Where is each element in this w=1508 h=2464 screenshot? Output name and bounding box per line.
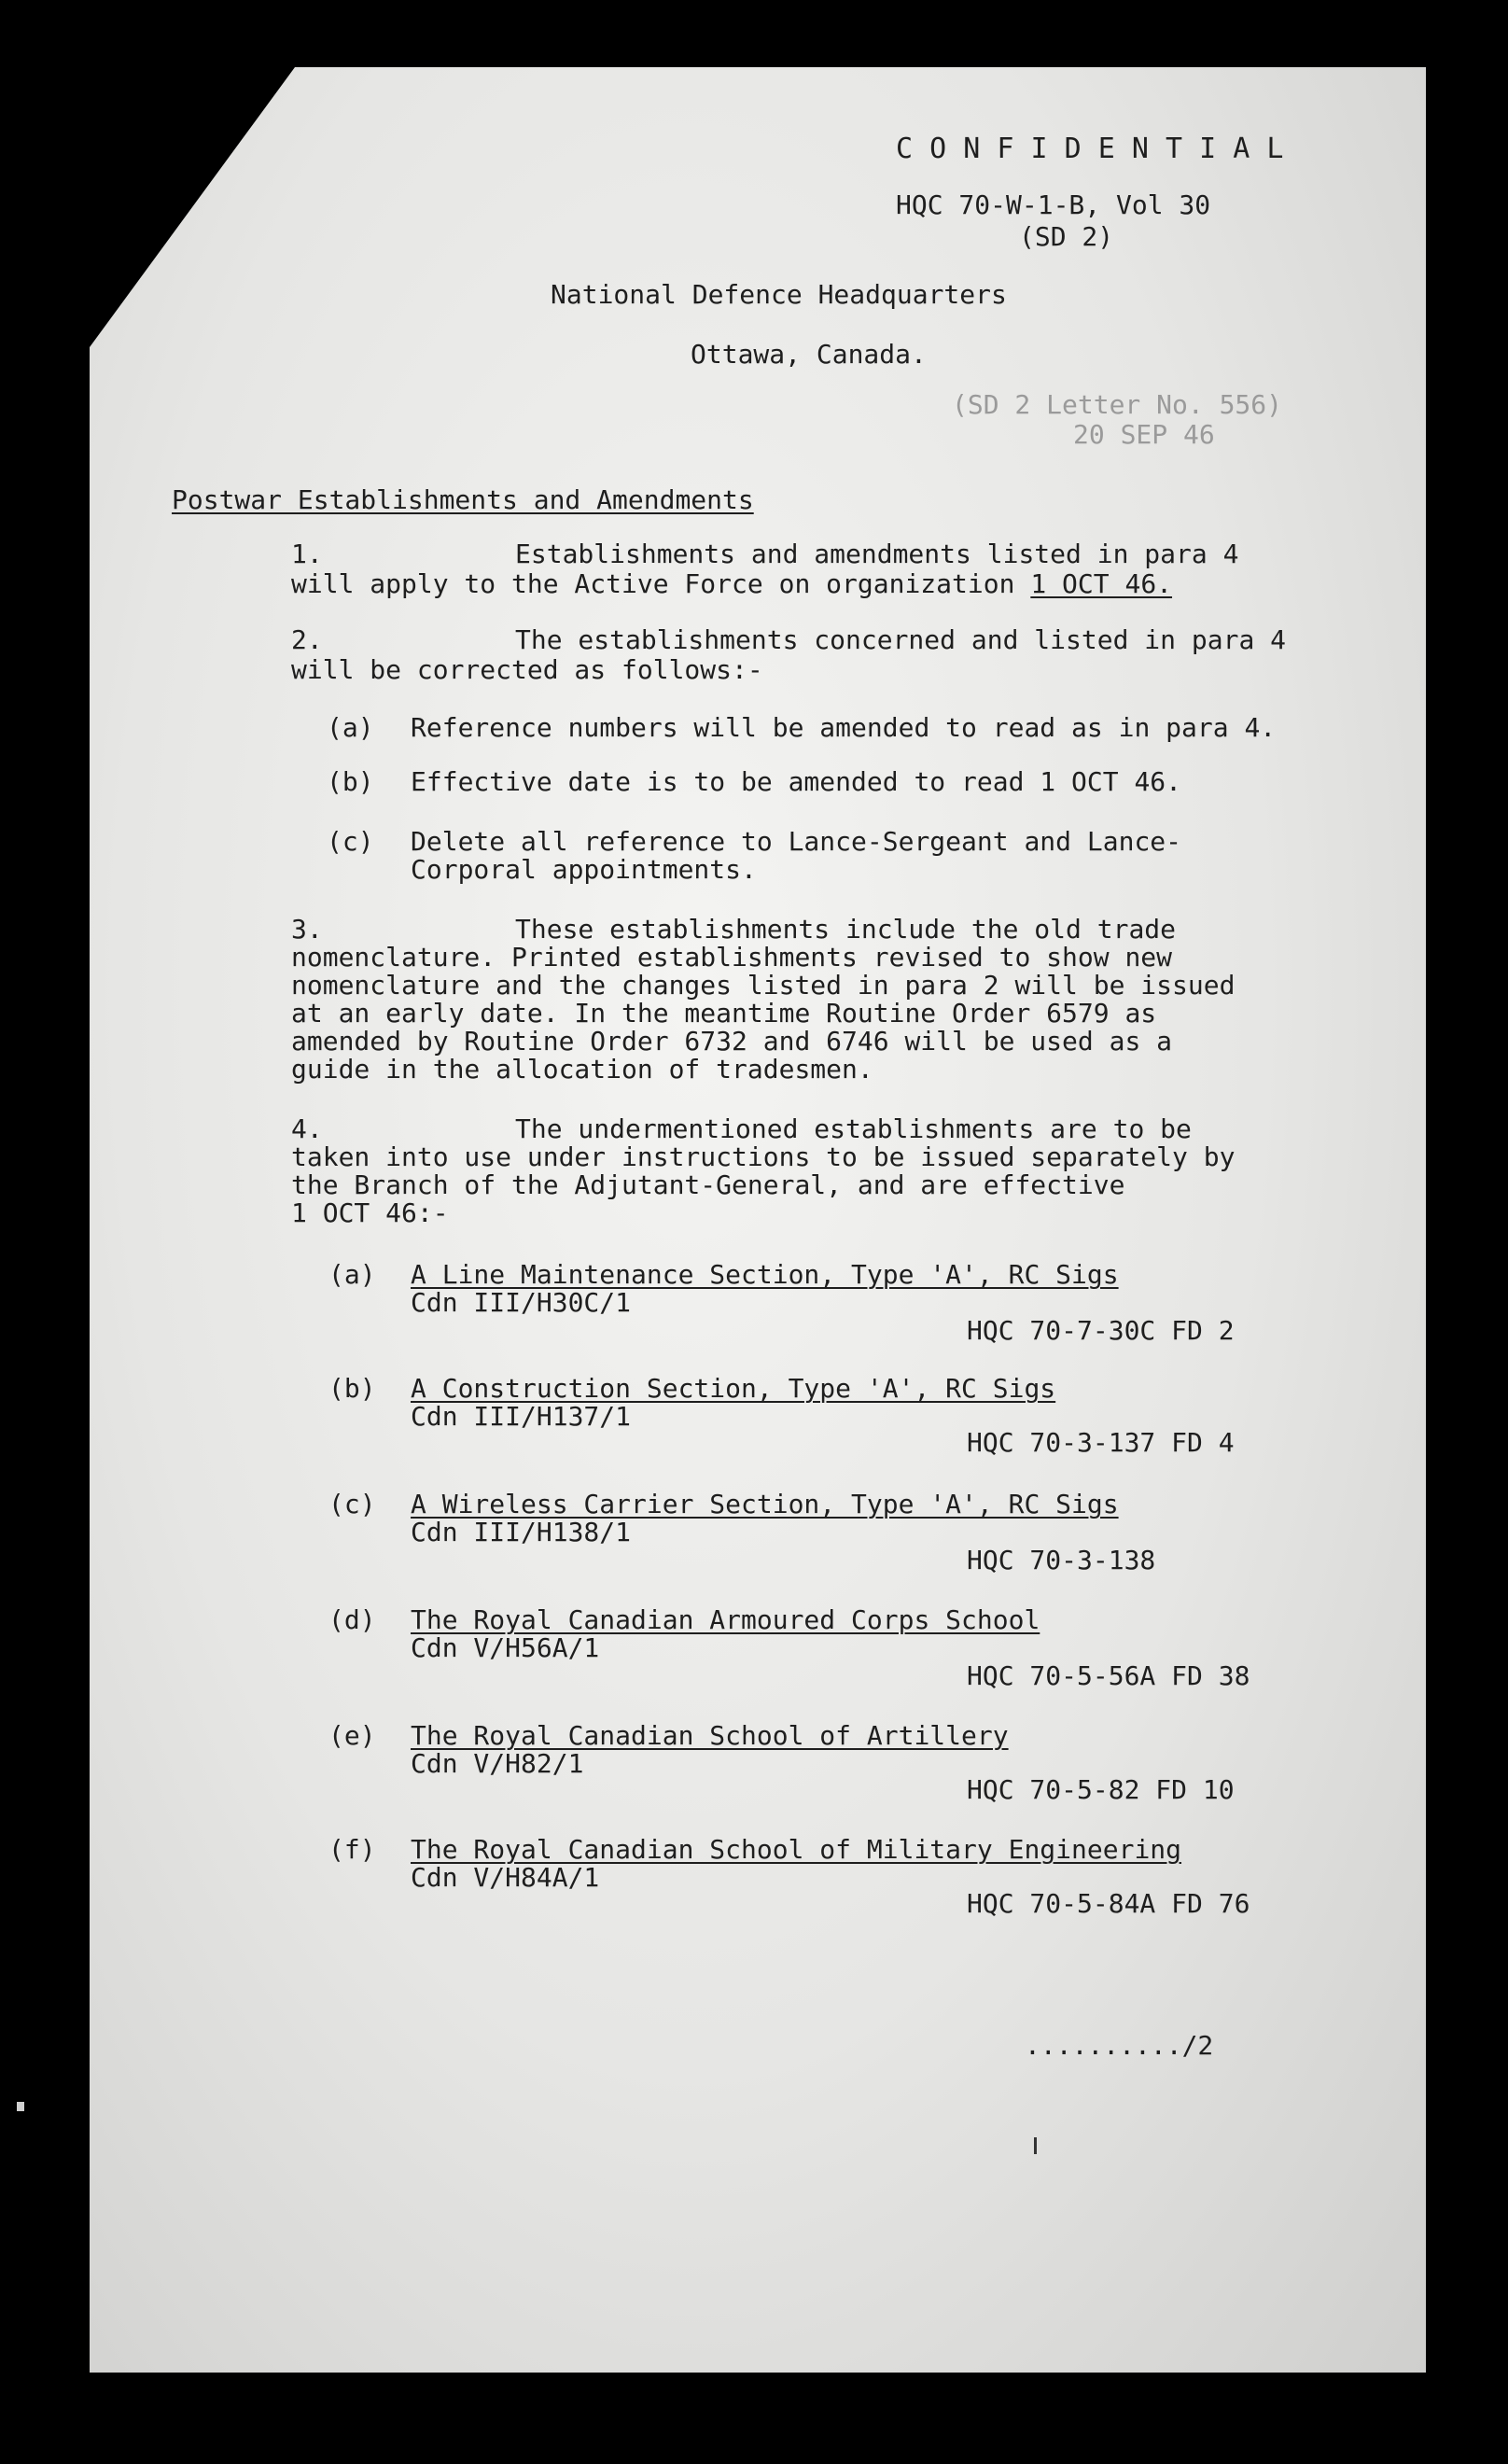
para2-item-text: Effective date is to be amended to read 1 OCT 46. xyxy=(411,766,1182,797)
scan-speck xyxy=(17,2102,24,2111)
file-reference: HQC 70-W-1-B, Vol 30 xyxy=(896,189,1211,220)
establishment-label: (c) xyxy=(328,1489,376,1519)
para2-item-text: Corporal appointments. xyxy=(411,854,757,885)
establishment-hqc: HQC 70-5-82 FD 10 xyxy=(967,1774,1235,1805)
establishment-hqc: HQC 70-7-30C FD 2 xyxy=(967,1315,1235,1346)
establishment-cdn: Cdn III/H138/1 xyxy=(411,1517,632,1547)
establishment-cdn: Cdn V/H84A/1 xyxy=(411,1862,600,1893)
establishment-label: (a) xyxy=(328,1259,376,1290)
subject-heading: Postwar Establishments and Amendments xyxy=(172,484,754,515)
establishment-title: The Royal Canadian School of Artillery xyxy=(411,1720,1009,1751)
establishment-label: (e) xyxy=(328,1720,376,1751)
para4-line: the Branch of the Adjutant-General, and are effective xyxy=(291,1169,1125,1200)
effective-date: 1 OCT 46. xyxy=(1030,568,1173,599)
para1-line: Establishments and amendments listed in para 4 xyxy=(515,539,1239,569)
para3-line: nomenclature and the changes listed in para 2 will be issued xyxy=(291,970,1236,1001)
para4-number: 4. xyxy=(291,1113,323,1144)
establishment-hqc: HQC 70-3-137 FD 4 xyxy=(967,1427,1235,1458)
establishment-label: (d) xyxy=(328,1604,376,1635)
continuation-marker: ........../2 xyxy=(1025,2030,1214,2061)
para2-line: will be corrected as follows:- xyxy=(291,654,763,685)
para3-number: 3. xyxy=(291,914,323,945)
hq-name: National Defence Headquarters xyxy=(551,279,1007,310)
para3-line: guide in the allocation of tradesmen. xyxy=(291,1054,873,1085)
hq-city: Ottawa, Canada. xyxy=(691,339,927,370)
scan-speck xyxy=(1034,2137,1037,2154)
para3-line: nomenclature. Printed establishments revised to show new xyxy=(291,942,1173,973)
para3-line: These establishments include the old trade xyxy=(515,914,1177,945)
establishment-cdn: Cdn V/H82/1 xyxy=(411,1748,584,1779)
establishment-hqc: HQC 70-5-56A FD 38 xyxy=(967,1660,1250,1691)
para2-item-label: (b) xyxy=(327,766,374,797)
establishment-title: The Royal Canadian School of Military Engineering xyxy=(411,1834,1182,1865)
para1-number: 1. xyxy=(291,539,323,569)
para2-item-text: Reference numbers will be amended to read as in para 4. xyxy=(411,712,1277,743)
para2-item-text: Delete all reference to Lance-Sergeant and Lance- xyxy=(411,826,1182,857)
establishment-hqc: HQC 70-3-138 xyxy=(967,1545,1156,1575)
para4-line: The undermentioned establishments are to be xyxy=(515,1113,1192,1144)
establishment-title: A Line Maintenance Section, Type 'A', RC Sigs xyxy=(411,1259,1119,1290)
para3-line: amended by Routine Order 6732 and 6746 will be used as a xyxy=(291,1026,1173,1057)
letter-date: 20 SEP 46 xyxy=(1073,419,1215,450)
para2-item-label: (a) xyxy=(327,712,374,743)
establishment-cdn: Cdn III/H137/1 xyxy=(411,1401,632,1432)
establishment-cdn: Cdn III/H30C/1 xyxy=(411,1287,632,1318)
para2-item-label: (c) xyxy=(327,826,374,857)
file-reference-branch: (SD 2) xyxy=(1019,221,1114,252)
para3-line: at an early date. In the meantime Routine Order 6579 as xyxy=(291,998,1157,1029)
classification-heading: C O N F I D E N T I A L xyxy=(896,133,1284,165)
para1-line: will apply to the Active Force on organization 1 OCT 46. xyxy=(291,568,1173,599)
para2-line: The establishments concerned and listed in para 4 xyxy=(515,624,1287,655)
para4-line: taken into use under instructions to be issued separately by xyxy=(291,1141,1236,1172)
para4-line: 1 OCT 46:- xyxy=(291,1197,449,1228)
establishment-label: (b) xyxy=(328,1373,376,1404)
establishment-hqc: HQC 70-5-84A FD 76 xyxy=(967,1888,1250,1919)
letter-number: (SD 2 Letter No. 556) xyxy=(952,389,1283,420)
establishment-title: A Wireless Carrier Section, Type 'A', RC Sigs xyxy=(411,1489,1119,1519)
para2-number: 2. xyxy=(291,624,323,655)
establishment-title: A Construction Section, Type 'A', RC Sigs xyxy=(411,1373,1056,1404)
establishment-label: (f) xyxy=(328,1834,376,1865)
establishment-cdn: Cdn V/H56A/1 xyxy=(411,1632,600,1663)
establishment-title: The Royal Canadian Armoured Corps School xyxy=(411,1604,1040,1635)
